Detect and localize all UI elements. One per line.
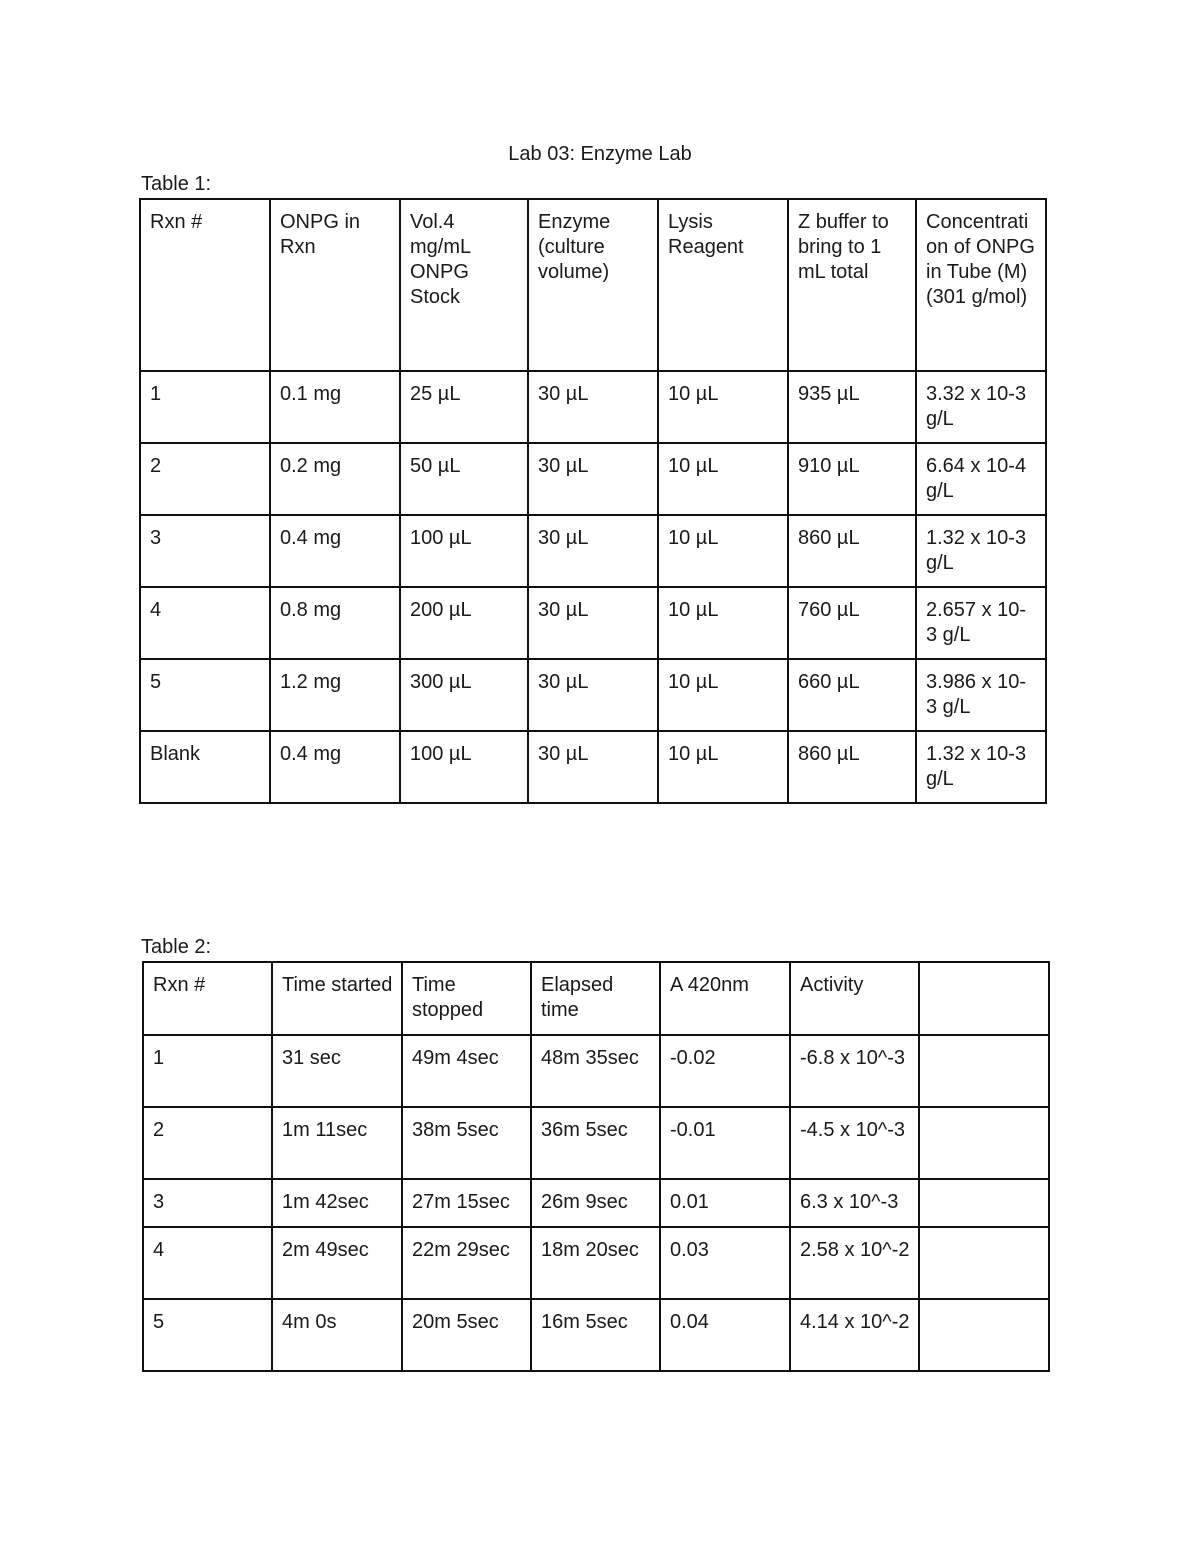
header-cell: Activity — [790, 962, 919, 1035]
table-cell — [919, 1227, 1049, 1299]
table-row — [140, 587, 1046, 659]
table-cell: 2 — [140, 443, 270, 515]
table-cell: Blank — [140, 731, 270, 803]
table-row — [140, 659, 1046, 731]
table-cell: -4.5 x 10^-3 — [790, 1107, 919, 1179]
table-cell: 10 µL — [658, 587, 788, 659]
table-cell: 910 µL — [788, 443, 916, 515]
table-cell: 4 — [140, 587, 270, 659]
table-cell: 5 — [143, 1299, 272, 1371]
header-cell: Rxn # — [143, 962, 272, 1035]
table-2 — [142, 961, 1050, 1372]
table-cell: 0.04 — [660, 1299, 790, 1371]
table-cell: 1m 11sec — [272, 1107, 402, 1179]
table-cell: 935 µL — [788, 371, 916, 443]
table-row — [140, 443, 1046, 515]
table-cell: 6.3 x 10^-3 — [790, 1179, 919, 1227]
table-row — [140, 371, 1046, 443]
header-cell: Lysis Reagent — [658, 199, 788, 371]
header-cell: Time stopped — [402, 962, 531, 1035]
table-row — [143, 1179, 1049, 1227]
header-cell: ONPG in Rxn — [270, 199, 400, 371]
table-cell: 1 — [140, 371, 270, 443]
table-cell: -0.01 — [660, 1107, 790, 1179]
table-cell: 1.32 x 10-3 g/L — [916, 515, 1046, 587]
table-cell: 10 µL — [658, 515, 788, 587]
table-cell: 6.64 x 10-4 g/L — [916, 443, 1046, 515]
table-cell: 3 — [143, 1179, 272, 1227]
table-row — [143, 1107, 1049, 1179]
table-cell: 10 µL — [658, 659, 788, 731]
table-cell: 660 µL — [788, 659, 916, 731]
table-cell: 16m 5sec — [531, 1299, 660, 1371]
header-cell: Rxn # — [140, 199, 270, 371]
table-cell: 10 µL — [658, 371, 788, 443]
table-cell: 31 sec — [272, 1035, 402, 1107]
table-cell: 27m 15sec — [402, 1179, 531, 1227]
table-header-row — [140, 199, 1046, 371]
table-cell: 50 µL — [400, 443, 528, 515]
table-1 — [139, 198, 1047, 804]
table-row — [143, 1035, 1049, 1107]
table-cell: 300 µL — [400, 659, 528, 731]
table-cell: 0.4 mg — [270, 731, 400, 803]
table-cell: 1.32 x 10-3 g/L — [916, 731, 1046, 803]
table-cell: 760 µL — [788, 587, 916, 659]
table-cell: 100 µL — [400, 515, 528, 587]
table-cell: 2.657 x 10-3 g/L — [916, 587, 1046, 659]
table-cell: 10 µL — [658, 443, 788, 515]
table-cell: 2.58 x 10^-2 — [790, 1227, 919, 1299]
table-cell: 2m 49sec — [272, 1227, 402, 1299]
table-cell: 2 — [143, 1107, 272, 1179]
table-cell: 4m 0s — [272, 1299, 402, 1371]
table-cell: 860 µL — [788, 731, 916, 803]
table-cell: -0.02 — [660, 1035, 790, 1107]
table-cell: 3 — [140, 515, 270, 587]
table-cell: 22m 29sec — [402, 1227, 531, 1299]
table-header-row — [143, 962, 1049, 1035]
table-cell: 30 µL — [528, 515, 658, 587]
table-row — [143, 1299, 1049, 1371]
table-cell: 36m 5sec — [531, 1107, 660, 1179]
table-cell: 3.986 x 10-3 g/L — [916, 659, 1046, 731]
table-cell: 48m 35sec — [531, 1035, 660, 1107]
table-cell: 49m 4sec — [402, 1035, 531, 1107]
table-cell: 1.2 mg — [270, 659, 400, 731]
table-cell: 0.4 mg — [270, 515, 400, 587]
table-cell: 3.32 x 10-3 g/L — [916, 371, 1046, 443]
table-cell: 30 µL — [528, 371, 658, 443]
table-cell — [919, 1107, 1049, 1179]
table-1-caption: Table 1: — [141, 173, 212, 195]
table-cell: 860 µL — [788, 515, 916, 587]
table-cell: 4.14 x 10^-2 — [790, 1299, 919, 1371]
table-cell: 0.03 — [660, 1227, 790, 1299]
table-cell: 200 µL — [400, 587, 528, 659]
header-cell: Z buffer to bring to 1 mL total — [788, 199, 916, 371]
table-cell: 5 — [140, 659, 270, 731]
table-cell — [919, 1179, 1049, 1227]
table-cell: 1 — [143, 1035, 272, 1107]
table-cell: 26m 9sec — [531, 1179, 660, 1227]
table-cell: 25 µL — [400, 371, 528, 443]
table-cell: 0.8 mg — [270, 587, 400, 659]
table-row — [140, 731, 1046, 803]
table-row — [143, 1227, 1049, 1299]
table-cell: 38m 5sec — [402, 1107, 531, 1179]
table-cell: 30 µL — [528, 659, 658, 731]
table-cell: 30 µL — [528, 443, 658, 515]
table-cell: 0.2 mg — [270, 443, 400, 515]
page-title: Lab 03: Enzyme Lab — [508, 143, 692, 165]
table-row — [140, 515, 1046, 587]
header-cell: Time started — [272, 962, 402, 1035]
table-cell: 100 µL — [400, 731, 528, 803]
table-cell: 0.01 — [660, 1179, 790, 1227]
table-cell: 30 µL — [528, 587, 658, 659]
table-cell: 20m 5sec — [402, 1299, 531, 1371]
header-cell — [919, 962, 1049, 1035]
header-cell: Elapsed time — [531, 962, 660, 1035]
table-2-caption: Table 2: — [141, 936, 212, 958]
header-cell: Concentration of ONPG in Tube (M) (301 g/mol) — [916, 199, 1046, 371]
header-cell: Enzyme (culture volume) — [528, 199, 658, 371]
table-cell: 10 µL — [658, 731, 788, 803]
table-cell: 30 µL — [528, 731, 658, 803]
table-cell: 18m 20sec — [531, 1227, 660, 1299]
table-cell — [919, 1035, 1049, 1107]
table-cell: 1m 42sec — [272, 1179, 402, 1227]
header-cell: Vol.4 mg/mL ONPG Stock — [400, 199, 528, 371]
table-cell — [919, 1299, 1049, 1371]
table-cell: -6.8 x 10^-3 — [790, 1035, 919, 1107]
table-cell: 0.1 mg — [270, 371, 400, 443]
header-cell: A 420nm — [660, 962, 790, 1035]
table-cell: 4 — [143, 1227, 272, 1299]
